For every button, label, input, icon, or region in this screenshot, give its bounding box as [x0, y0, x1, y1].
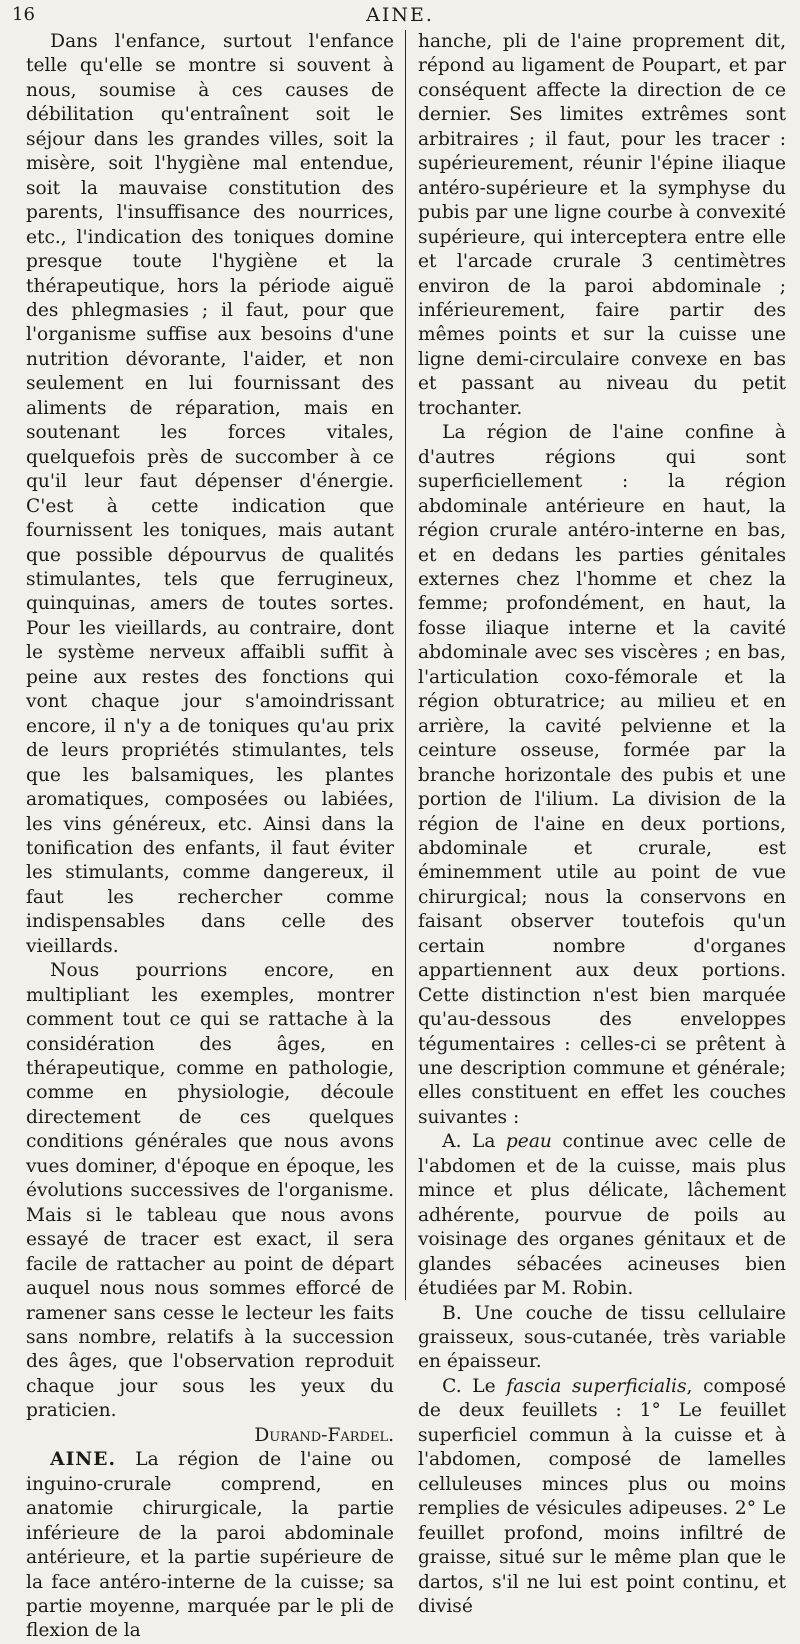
item-a-peau: [418, 1130, 786, 1301]
author-signature: Durand-Fardel.: [254, 1424, 394, 1446]
column-divider: [405, 30, 406, 1300]
page-number: 16: [12, 4, 35, 25]
article-headword: AINE.: [50, 1449, 116, 1471]
right-column: [418, 30, 786, 1619]
item-a-term: peau: [505, 1131, 552, 1153]
page-header: [0, 0, 800, 30]
left-column: [26, 30, 394, 1644]
item-a-label: A. La: [442, 1131, 496, 1153]
item-c-label: C. Le: [442, 1375, 496, 1397]
item-c-text: , composé de deux feuillets : 1° Le feuillet superficiel commun à la cuisse et à l'abdomen, composé de lamelles celluleuses minces plus ou moins remplies de vésicules adipeuses. 2° Le feuillet profond, moins infiltré de graisse, situé sur le même plan que le dartos, s'il ne lui est point continu, et divisé: [418, 1375, 786, 1617]
running-head: AINE.: [366, 4, 434, 26]
paragraph-limites: hanche, pli de l'aine proprement dit, répond au ligament de Poupart, et par conséquent affecte la direction de ce dernier. Ses limites extrêmes sont arbitraires ; il faut, pour les tracer : supérieurement, réunir l'épine iliaque antéro-supérieure et la symphyse du pubis par une ligne courbe à convexité supérieure, qui interceptera entre elle et l'arcade crurale 3 centimètres environ de la paroi abdominale ; inférieurement, faire partir des mêmes points et sur la cuisse une ligne demi-circulaire convexe en bas et passant au niveau du petit trochanter.: [418, 31, 786, 419]
item-b-couche: B. Une couche de tissu cellulaire graisseux, sous-cutanée, très variable en épaisseur.: [418, 1302, 786, 1373]
article-aine-intro: [26, 1448, 394, 1644]
paragraph-enfance: Dans l'enfance, surtout l'enfance telle qu'elle se montre si souvent à nous, soumise à ces causes de débilitation qu'entraînent soit le séjour dans les grandes villes, soit la misère, soit l'hygiène mal entendue, soit la mauvaise constitution des parents, l'insuffisance des nourrices, etc., l'indication des toniques domine presque toute l'hygiène et la thérapeutique, hors la période aiguë des phlegmasies ; il faut, pour que l'organisme suffise aux besoins d'une nutrition dévorante, l'aider, et non seulement en lui fournissant des aliments de réparation, mais en soutenant les forces vitales, quelquefois près de succomber à ce qu'il leur faut dépenser d'énergie. C'est à cette indication que fournissent les toniques, mais autant que possible dépourvus de qualités stimulantes, tels que ferrugineux, quinquinas, amers de toutes sortes. Pour les vieillards, au contraire, dont le système nerveux affaibli suffit à peine aux restes des fonctions qui vont chaque jour s'amoindrissant encore, il n'y a de toniques qu'au prix de leurs propriétés stimulantes, tels que les balsamiques, les plantes aromatiques, composées ou labiées, les vins généreux, etc. Ainsi dans la tonification des enfants, il faut éviter les stimulants, comme dangereux, il faut les rechercher comme indispensables dans celle des vieillards.: [26, 31, 394, 957]
article-intro-text: La région de l'aine ou inguino-crurale comprend, en anatomie chirurgicale, la partie inférieure de la paroi abdominale antérieure, et la partie supérieure de la face antéro-interne de la cuisse; sa partie moyenne, marquée par le pli de flexion de la: [26, 1449, 394, 1642]
paragraph-regions: La région de l'aine confine à d'autres régions qui sont superficiellement : la région abdominale antérieure en haut, la région crurale antéro-interne en bas, et en dedans les parties génitales externes chez l'homme et chez la femme; profondément, en haut, la fosse iliaque interne et la cavité abdominale avec ses viscères ; en bas, l'articulation coxo-fémorale et la région obturatrice; au milieu et en arrière, la cavité pelvienne et la ceinture osseuse, formée par la branche horizontale des pubis et une portion de l'ilium. La division de la région de l'aine en deux portions, abdominale et crurale, est éminemment utile au point de vue chirurgical; nous la conservons en faisant observer toutefois qu'un certain nombre d'organes appartiennent aux deux portions. Cette distinction n'est bien marquée qu'au-dessous des enveloppes tégumentaires : celles-ci se prêtent à une description commune et générale; elles constituent en effet les couches suivantes :: [418, 422, 786, 1128]
paragraph-conclusion: Nous pourrions encore, en multipliant les exemples, montrer comment tout ce qui se rattache à la considération des âges, en thérapeutique, comme en pathologie, comme en physiologie, découle directement de ces quelques conditions générales que nous avons vues dominer, d'époque en époque, les évolutions successives de l'organisme. Mais si le tableau que nous avons essayé de tracer est exact, il sera facile de rattacher au point de départ auquel nous nous sommes efforcé de ramener sans cesse le lecteur les faits sans nombre, relatifs à la succession des âges, que l'observation reproduit chaque jour sous les yeux du praticien.: [26, 960, 394, 1422]
item-a-text: continue avec celle de l'abdomen et de la cuisse, mais plus mince et plus délicate, lâchement adhérente, pourvue de poils au voisinage des organes génitaux et de glandes sébacées acineuses bien étudiées par M. Robin.: [418, 1131, 786, 1300]
item-c-fascia: [418, 1375, 786, 1620]
item-c-term: fascia superficialis: [506, 1375, 687, 1397]
